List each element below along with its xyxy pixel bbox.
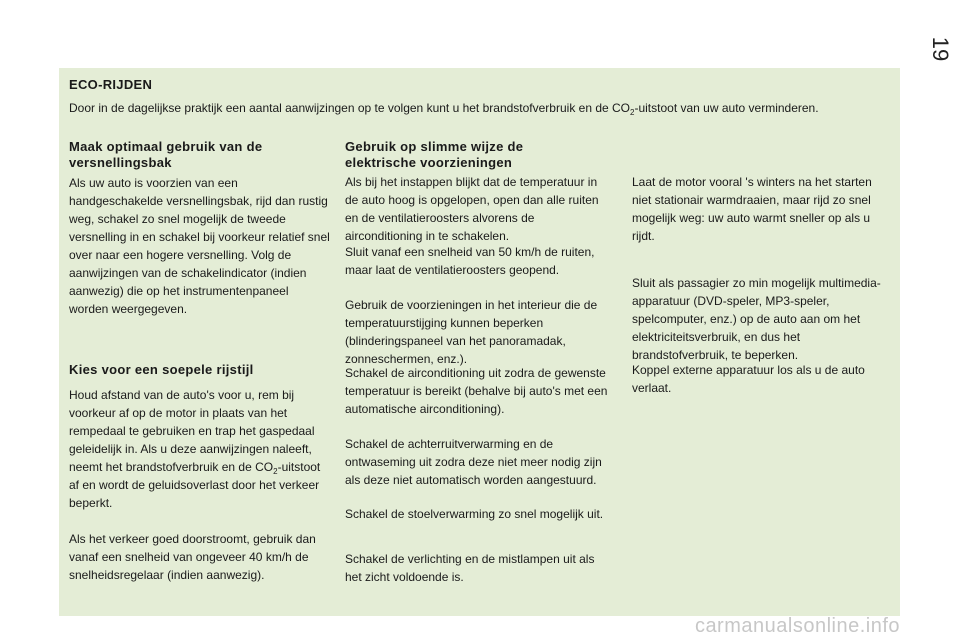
watermark-text: carmanualsonline.info [694,615,900,637]
heading-driving-style: Kies voor een soepele rijstijl [69,362,254,377]
heading-gearbox: Maak optimaal gebruik van de versnellingsbak [69,139,263,170]
driving-style-subscript: 2 [273,467,278,476]
paragraph-electrical-3: Gebruik de voorzieningen in het interieur die de temperatuurstijging kunnen beperken (blinderingspaneel van het panoramadak, zonneschermen, enz.). [345,298,598,366]
intro-text-end: -uitstoot van uw auto verminderen. [634,101,819,115]
paragraph-electrical-4: Schakel de airconditioning uit zodra de gewenste temperatuur is bereikt (behalve bij auto's met een automatische airconditioning). [345,366,608,416]
paragraph-multimedia: Sluit als passagier zo min mogelijk multimedia-apparatuur (DVD-speler, MP3-speler, spelcomputer, enz.) op de auto aan om het elektriciteitsverbruik, en dus het brandstofverbruik, te beperken. [632,276,881,362]
driving-style-text-end: -uitstoot af en wordt de geluidsoverlast door het verkeer beperkt. [69,460,321,510]
paragraph-external-devices: Koppel externe apparatuur los als u de auto verlaat. [632,363,865,395]
paragraph-driving-style [69,386,327,512]
paragraph-cruise-control: Als het verkeer goed doorstroomt, gebruik dan vanaf een snelheid van ongeveer 40 km/h de snelheidsregelaar (indien aanwezig). [69,532,316,582]
paragraph-electrical-2: Sluit vanaf een snelheid van 50 km/h de ruiten, maar laat de ventilatieroosters geopend. [345,245,595,277]
intro-text [69,99,869,117]
paragraph-warmup: Laat de motor vooral 's winters na het starten niet stationair warmdraaien, maar rijd zo snel mogelijk weg: uw auto warmt sneller op als u rijdt. [632,175,872,243]
section-title: ECO-RIJDEN [69,77,153,92]
paragraph-electrical-5: Schakel de achterruitverwarming en de ontwaseming uit zodra deze niet meer nodig zijn als deze niet automatisch worden aangestuurd. [345,437,602,487]
heading-electrical: Gebruik op slimme wijze de elektrische voorzieningen [345,139,524,170]
paragraph-gearbox: Als uw auto is voorzien van een handgeschakelde versnellingsbak, rijd dan rustig weg, schakel zo snel mogelijk de tweede versnelling in en schakel bij voorkeur relatief snel over naar een hogere versnelling. Volg de aanwijzingen van de schakelindicator (indien aanwezig) die op het instrumentenpaneel worden weergegeven. [69,176,330,316]
paragraph-electrical-1: Als bij het instappen blijkt dat de temperatuur in de auto hoog is opgelopen, open dan alle ruiten en de ventilatieroosters alvorens de airconditioning in te schakelen. [345,175,599,243]
paragraph-electrical-6: Schakel de stoelverwarming zo snel mogelijk uit. [345,507,604,521]
paragraph-electrical-7: Schakel de verlichting en de mistlampen uit als het zicht voldoende is. [345,552,595,584]
intro-text-start: Door in de dagelijkse praktijk een aantal aanwijzingen op te volgen kunt u het brandstofverbruik en de CO [69,101,631,115]
page-number: 19 [927,36,953,62]
intro-subscript: 2 [630,108,635,117]
driving-style-text-start: Houd afstand van de auto's voor u, rem bij voorkeur af op de motor in plaats van het rempedaal te gebruiken en trap het gaspedaal geleidelijk in. Als u deze aanwijzingen naleeft, neemt het brandstofverbruik en de CO [69,388,315,474]
